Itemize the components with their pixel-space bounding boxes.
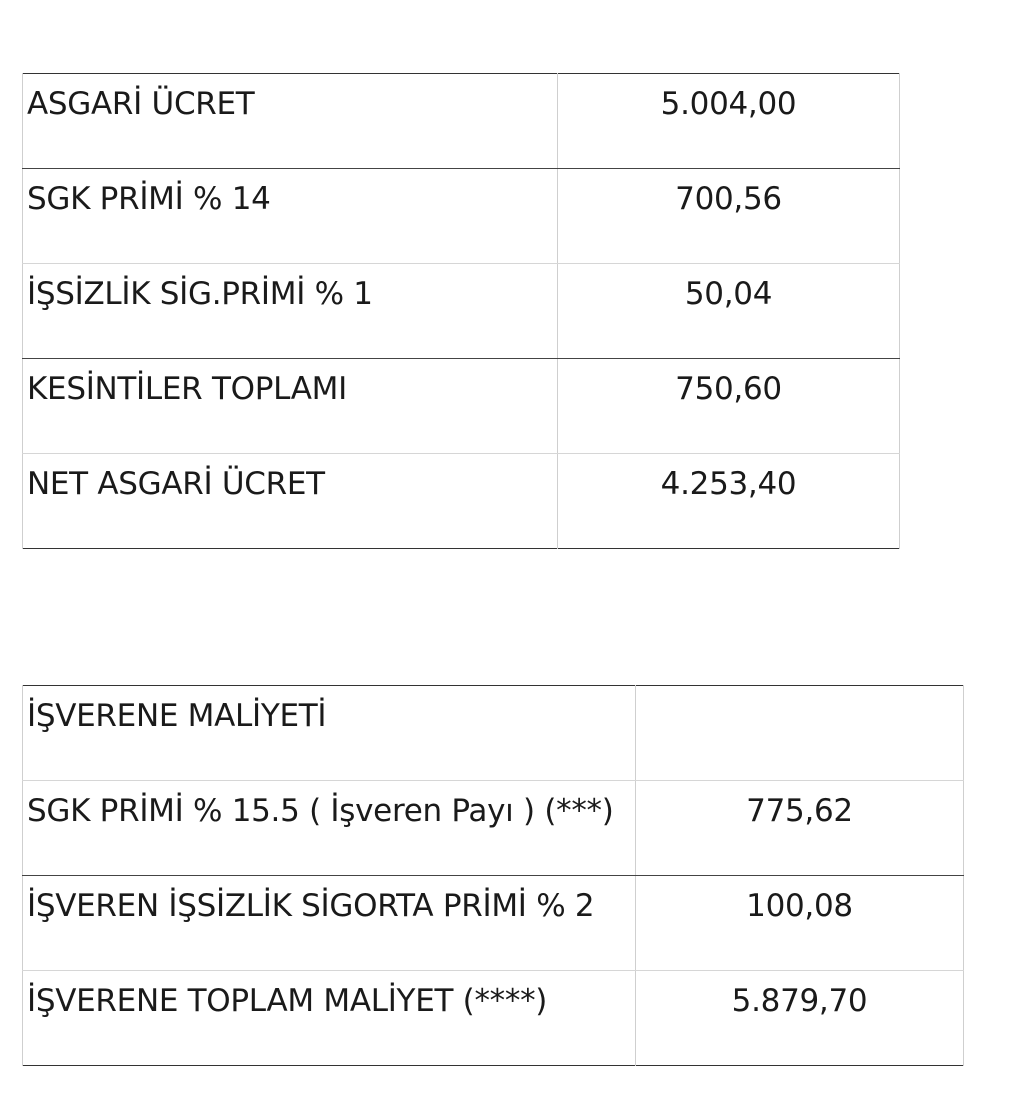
row-value: 750,60 [675,371,782,407]
table-row [23,876,964,971]
row-value: 100,08 [746,888,853,924]
row-label-cell [23,454,558,549]
row-value-cell [558,169,900,264]
net-wage-table [22,73,900,549]
table-row [23,74,900,169]
row-label: SGK PRİMİ % 15.5 ( İşveren Payı ) (***) [27,793,614,829]
table-row [23,781,964,876]
row-label: İŞSİZLİK SİG.PRİMİ % 1 [27,276,373,312]
row-value: 775,62 [746,793,853,829]
table-row [23,169,900,264]
table-row [23,971,964,1066]
row-label-cell [23,686,636,781]
row-value-cell [636,686,964,781]
row-label: İŞVERENE TOPLAM MALİYET (****) [27,983,548,1019]
row-label-cell [23,876,636,971]
row-value: 5.004,00 [660,86,797,122]
table-row [23,454,900,549]
row-value-cell [558,264,900,359]
row-value-cell [636,971,964,1066]
row-value-cell [558,359,900,454]
row-value: 5.879,70 [731,983,868,1019]
row-label: KESİNTİLER TOPLAMI [27,371,347,407]
row-value: 50,04 [684,276,773,312]
row-label-cell [23,169,558,264]
row-label-cell [23,359,558,454]
row-value [636,686,963,698]
row-label: ASGARİ ÜCRET [27,86,255,122]
row-label: İŞVEREN İŞSİZLİK SİGORTA PRİMİ % 2 [27,888,595,924]
row-value: 4.253,40 [660,466,797,502]
row-label-cell [23,264,558,359]
row-label: NET ASGARİ ÜCRET [27,466,325,502]
table-heading: İŞVERENE MALİYETİ [27,698,327,734]
table-row [23,686,964,781]
row-value-cell [558,74,900,169]
row-label: SGK PRİMİ % 14 [27,181,271,217]
employer-cost-table [22,685,964,1066]
row-value: 700,56 [675,181,782,217]
row-label-cell [23,74,558,169]
row-value-cell [636,781,964,876]
row-value-cell [636,876,964,971]
table-row [23,264,900,359]
row-value-cell [558,454,900,549]
row-label-cell [23,781,636,876]
row-label-cell [23,971,636,1066]
table-row [23,359,900,454]
